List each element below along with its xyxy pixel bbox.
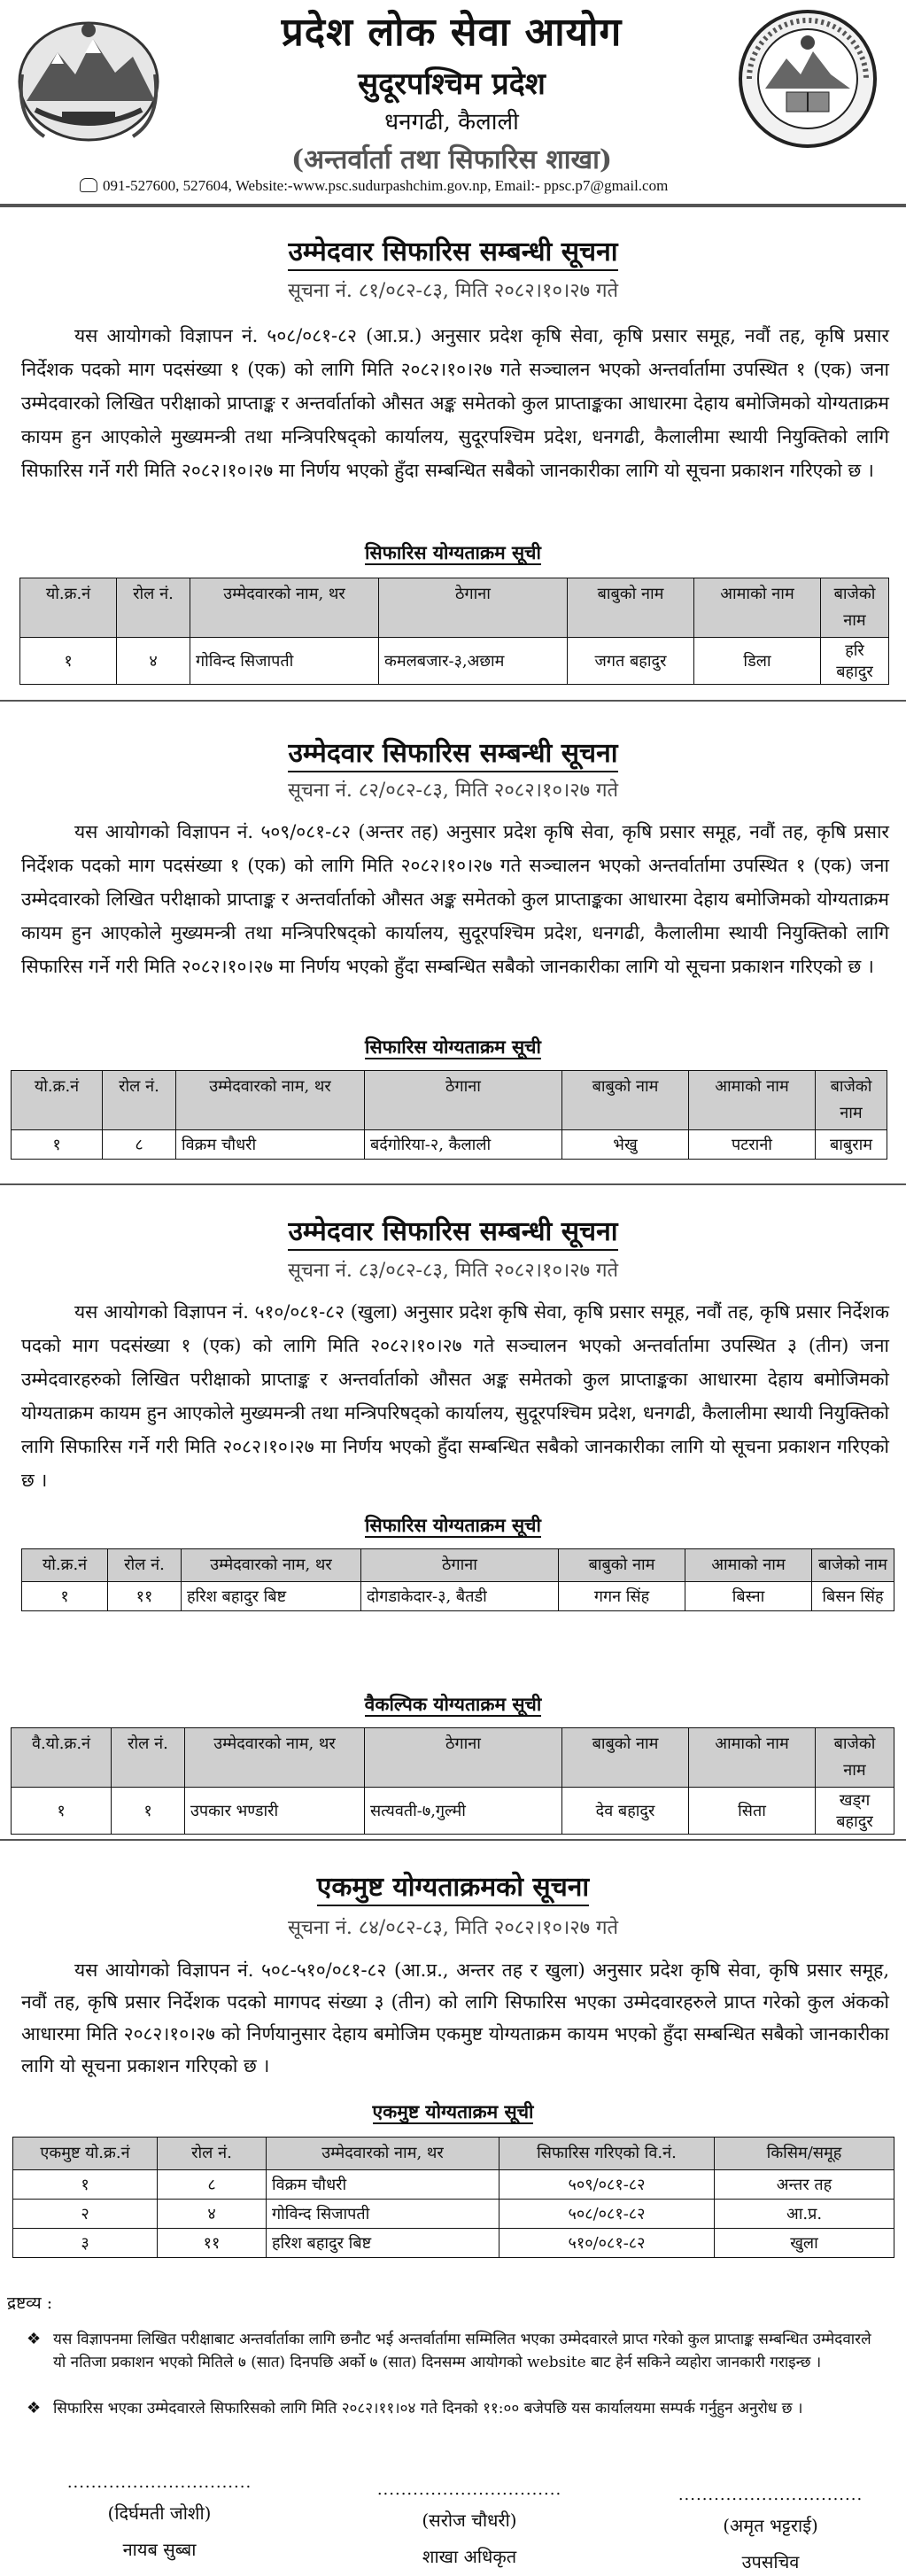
col-rank: यो.क्र.नं — [22, 1549, 108, 1582]
col-combined-rank: एकमुष्ट यो.क्र.नं — [13, 2138, 158, 2170]
branch-name: (अन्तर्वार्ता तथा सिफारिस शाखा) — [290, 144, 613, 175]
table-header-row — [20, 578, 889, 638]
col-grandfather: बाजेको नाम — [816, 1728, 894, 1788]
cell-grandfather: खड्ग बहादुर — [816, 1788, 894, 1835]
table-header-row — [12, 1071, 887, 1130]
notice-1-body: यस आयोगको विज्ञापन नं. ५०८/०८१-८२ (आ.प्र.) अनुसार प्रदेश कृषि सेवा, कृषि प्रसार समूह, नवौं तह, कृषि प्रसार निर्देशक पदको माग पदसंख्या १ (एक) को लागि मिति २०८२।१०।२७ गते सञ्चालन भएको अन्तर्वार्तामा उपस्थित १ (एक) जना उम्मेदवारको लिखित परीक्षाको प्राप्ताङ्क र अन्तर्वार्ताको औसत अङ्क समेतको कुल प्राप्ताङ्कका आधारमा देहाय बमोजिमको योग्यताक्रम कायम हुन आएकोले मुख्यमन्त्री तथा मन्त्रिपरिषद्को कार्यालय, सुदूरपश्चिम प्रदेश, धनगढी, कैलालीमा स्थायी नियुक्तिको लागि सिफारिस गर्ने गरी मिति २०८२।१०।२७ मा निर्णय भएको हुँदा सम्बन्धित सबैको जानकारीका लागि यो सूचना प्रकाशन गरिएको छ । — [21, 325, 889, 481]
signatory-name: (सरोज चौधरी) — [422, 2510, 517, 2531]
diamond-bullet-icon: ❖ — [27, 2399, 42, 2417]
cell-roll: ८ — [103, 1130, 176, 1160]
signatory-post: शाखा अधिकृत — [422, 2546, 517, 2567]
office-location: धनगढी, कैलाली — [384, 109, 519, 136]
table-header-row — [22, 1549, 894, 1582]
signatory-name: (अमृत भट्टराई) — [723, 2515, 818, 2536]
col-roll: रोल नं. — [117, 578, 190, 638]
header-divider — [0, 204, 906, 207]
col-roll: रोल नं. — [108, 1549, 182, 1582]
col-name: उम्मेदवारको नाम, थर — [176, 1071, 365, 1130]
combined-body: यस आयोगको विज्ञापन नं. ५०८-५१०/०८१-८२ (आ.प्र., अन्तर तह र खुला) अनुसार प्रदेश कृषि सेवा, कृषि प्रसार समूह, नवौं तह, कृषि प्रसार निर्देशक पदको मागपद संख्या ३ (तीन) को लागि सिफारिस भएका उम्मेदवारहरुले प्राप्त गरेको कुल अंकको आधारमा मिति २०८२।१०।२७ को निर्णयानुसार देहाय बमोजिम एकमुष्ट योग्यताक्रम कायम भएको हुँदा सम्बन्धित सबैको जानकारीका लागि यो सूचना प्रकाशन गरिएको छ । — [21, 1959, 889, 2076]
signature-block — [655, 2486, 886, 2573]
diamond-bullet-icon: ❖ — [27, 2330, 42, 2348]
nepal-emblem-icon — [9, 12, 168, 145]
signature-block — [354, 2480, 585, 2568]
col-roll: रोल नं. — [103, 1071, 176, 1130]
col-roll: रोल नं. — [112, 1728, 185, 1788]
cell-name: हरिश बहादुर बिष्ट — [182, 1582, 361, 1611]
notice-2-ref: सूचना नं. ८२/०८२-८३, मिति २०८२।१०।२७ गते — [287, 780, 619, 802]
cell-type: अन्तर तह — [715, 2170, 894, 2200]
letterhead — [0, 0, 906, 202]
notice-2-divider — [0, 1183, 906, 1185]
table-row — [13, 2170, 894, 2200]
cell-name: विक्रम चौधरी — [267, 2170, 499, 2200]
phone-icon — [80, 178, 97, 192]
cell-mother: पटरानी — [689, 1130, 816, 1160]
notice-3-body: यस आयोगको विज्ञापन नं. ५१०/०८१-८२ (खुला) अनुसार प्रदेश कृषि सेवा, कृषि प्रसार समूह, नवौं तह, कृषि प्रसार निर्देशक पदको माग पदसंख्या १ (एक) को लागि मिति २०८२।१०।२७ गते सञ्चालन भएको अन्तर्वार्तामा उपस्थित ३ (तीन) जना उम्मेदवारहरुको लिखित परीक्षाको प्राप्ताङ्क र अन्तर्वार्ताको औसत अङ्क समेतको कुल प्राप्ताङ्कका आधारमा देहाय बमोजिमको योग्यताक्रम कायम हुन आएकोले मुख्यमन्त्री तथा मन्त्रिपरिषद्को कार्यालय, सुदूरपश्चिम प्रदेश, धनगढी, कैलालीमा स्थायी नियुक्तिको लागि सिफारिस गर्ने गरी मिति २०८२।१०।२७ मा निर्णय भएको हुँदा सम्बन्धित सबैको जानकारीका लागि यो सूचना प्रकाशन गरिएको छ । — [21, 1301, 889, 1491]
cell-rank: १ — [20, 638, 117, 685]
cell-address: दोगडाकेदार-३, बैतडी — [361, 1582, 559, 1611]
cell-address: कमलबजार-३,अछाम — [379, 638, 568, 685]
table-row — [13, 2200, 894, 2229]
cell-rank: २ — [13, 2200, 158, 2229]
cell-grandfather: हरि बहादुर — [821, 638, 889, 685]
col-mother: आमाको नाम — [685, 1549, 812, 1582]
cell-roll: ८ — [158, 2170, 267, 2200]
table-row — [12, 1130, 887, 1160]
notice-2-title: उम्मेदवार सिफारिस सम्बन्धी सूचना — [0, 733, 906, 770]
cell-father: गगन सिंह — [559, 1582, 685, 1611]
note-item — [27, 2397, 886, 2420]
note-text: यस विज्ञापनमा लिखित परीक्षाबाट अन्तर्वार्ताका लागि छनौट भई अन्तर्वार्तामा सम्मिलित भएका उम्मेदवारले प्राप्त गरेको कुल प्राप्ताङ्क सम्बन्धित उम्मेदवारले यो नतिजा प्रकाशन भएको मितिले ७ (सात) दिनपछि अर्को ७ (सात) दिनसम्म आयोगको website बाट हेर्न सकिने व्यहोरा जानकारी गराइन्छ । — [53, 2331, 871, 2371]
col-address: ठेगाना — [361, 1549, 559, 1582]
signatory-post: नायब सुब्बा — [122, 2539, 197, 2560]
col-father: बाबुको नाम — [559, 1549, 685, 1582]
col-address: ठेगाना — [365, 1728, 562, 1788]
cell-type: खुला — [715, 2229, 894, 2258]
cell-grandfather: बाबुराम — [816, 1130, 887, 1160]
signatory-name: (दिर्घमती जोशी) — [107, 2502, 212, 2524]
cell-roll: १ — [112, 1788, 185, 1835]
col-grandfather: बाजेको नाम — [821, 578, 889, 638]
cell-father: देव बहादुर — [562, 1788, 689, 1835]
cell-name: विक्रम चौधरी — [176, 1130, 365, 1160]
combined-ref: सूचना नं. ८४/०८२-८३, मिति २०८२।१०।२७ गते — [287, 1917, 619, 1939]
cell-rank: १ — [13, 2170, 158, 2200]
cell-roll: ४ — [158, 2200, 267, 2229]
col-mother: आमाको नाम — [689, 1071, 816, 1130]
note-item — [27, 2328, 886, 2374]
cell-rank: ३ — [13, 2229, 158, 2258]
cell-mother: डिला — [694, 638, 821, 685]
col-grandfather: बाजेको नाम — [812, 1549, 894, 1582]
cell-ad-no: ५१०/०८१-८२ — [499, 2229, 715, 2258]
contact-text: 091-527600, 527604, Website:-www.psc.sudurpashchim.gov.np, Email:- ppsc.p7@gmail.com — [103, 177, 669, 194]
col-father: बाबुको नाम — [562, 1071, 689, 1130]
col-rank: यो.क्र.नं — [20, 578, 117, 638]
cell-name: हरिश बहादुर बिष्ट — [267, 2229, 499, 2258]
notice-2-list-title: सिफारिस योग्यताक्रम सूची — [365, 1036, 541, 1058]
combined-list-title: एकमुष्ट योग्यताक्रम सूची — [372, 2100, 534, 2122]
signature-line: ............................... — [376, 2480, 562, 2499]
table-header-row — [13, 2138, 894, 2170]
notice-1-ref: सूचना नं. ८१/०८२-८३, मिति २०८२।१०।२७ गते — [287, 280, 619, 302]
notice-2-table — [11, 1070, 887, 1160]
cell-rank: १ — [12, 1788, 112, 1835]
signature-block — [44, 2473, 275, 2561]
col-name: उम्मेदवारको नाम, थर — [182, 1549, 361, 1582]
notice-3-alt-list-title: वैकल्पिक योग्यताक्रम सूची — [364, 1693, 542, 1715]
col-roll: रोल नं. — [158, 2138, 267, 2170]
table-row — [12, 1788, 894, 1835]
cell-grandfather: बिसन सिंह — [812, 1582, 894, 1611]
col-name: उम्मेदवारको नाम, थर — [190, 578, 379, 638]
cell-ad-no: ५०८/०८१-८२ — [499, 2200, 715, 2229]
col-mother: आमाको नाम — [689, 1728, 816, 1788]
col-type: किसिम/समूह — [715, 2138, 894, 2170]
cell-address: सत्यवती-७,गुल्मी — [365, 1788, 562, 1835]
notes-label: द्रष्टव्य : — [7, 2293, 53, 2313]
table-row — [22, 1582, 894, 1611]
col-alt-rank: वै.यो.क्र.नं — [12, 1728, 112, 1788]
notice-2-body: यस आयोगको विज्ञापन नं. ५०९/०८१-८२ (अन्तर तह) अनुसार प्रदेश कृषि सेवा, कृषि प्रसार समूह, नवौं तह, कृषि प्रसार निर्देशक पदको माग पदसंख्या १ (एक) को लागि मिति २०८२।१०।२७ गते सञ्चालन भएको अन्तर्वार्तामा उपस्थित १ (एक) जना उम्मेदवारको लिखित परीक्षाको प्राप्ताङ्क र अन्तर्वार्ताको औसत अङ्क समेतको कुल प्राप्ताङ्कका आधारमा देहाय बमोजिमको योग्यताक्रम कायम हुन आएकोले मुख्यमन्त्री तथा मन्त्रिपरिषद्को कार्यालय, सुदूरपश्चिम प्रदेश, धनगढी, कैलालीमा स्थायी नियुक्तिको लागि सिफारिस गर्ने गरी मिति २०८२।१०।२७ मा निर्णय भएको हुँदा सम्बन्धित सबैको जानकारीका लागि यो सूचना प्रकाशन गरिएको छ । — [21, 821, 889, 977]
notice-1-divider — [0, 700, 906, 702]
cell-type: आ.प्र. — [715, 2200, 894, 2229]
contact-line — [80, 177, 877, 195]
notice-1-title: उम्मेदवार सिफारिस सम्बन्धी सूचना — [0, 232, 906, 268]
col-address: ठेगाना — [379, 578, 568, 638]
combined-title: एकमुष्ट योग्यताक्रमको सूचना — [0, 1867, 906, 1904]
cell-roll: ११ — [158, 2229, 267, 2258]
table-row — [20, 638, 889, 685]
combined-table — [12, 2137, 894, 2258]
cell-name: गोविन्द सिजापती — [190, 638, 379, 685]
col-address: ठेगाना — [365, 1071, 562, 1130]
signature-line: ............................... — [66, 2473, 252, 2492]
notice-1-list-title: सिफारिस योग्यताक्रम सूची — [365, 541, 541, 563]
signature-line: ............................... — [678, 2486, 863, 2504]
cell-roll: ११ — [108, 1582, 182, 1611]
notice-3-list-title: सिफारिस योग्यताक्रम सूची — [365, 1514, 541, 1536]
col-rank: यो.क्र.नं — [12, 1071, 103, 1130]
signatory-post: उपसचिव — [741, 2551, 800, 2572]
notice-3-table — [21, 1548, 894, 1611]
notice-1-table — [19, 578, 889, 685]
cell-father: भेखु — [562, 1130, 689, 1160]
cell-name: उपकार भण्डारी — [185, 1788, 365, 1835]
cell-mother: सिता — [689, 1788, 816, 1835]
cell-father: जगत बहादुर — [568, 638, 694, 685]
notice-3-ref: सूचना नं. ८३/०८२-८३, मिति २०८२।१०।२७ गते — [287, 1260, 619, 1282]
notice-3-title: उम्मेदवार सिफारिस सम्बन्धी सूचना — [0, 1212, 906, 1248]
col-father: बाबुको नाम — [568, 578, 694, 638]
table-header-row — [12, 1728, 894, 1788]
col-father: बाबुको नाम — [562, 1728, 689, 1788]
commission-title: प्रदेश लोक सेवा आयोग — [281, 10, 623, 55]
col-name: उम्मेदवारको नाम, थर — [267, 2138, 499, 2170]
cell-mother: बिस्ना — [685, 1582, 812, 1611]
cell-ad-no: ५०९/०८१-८२ — [499, 2170, 715, 2200]
commission-seal-icon — [732, 7, 884, 151]
table-row — [13, 2229, 894, 2258]
col-mother: आमाको नाम — [694, 578, 821, 638]
cell-roll: ४ — [117, 638, 190, 685]
cell-rank: १ — [22, 1582, 108, 1611]
province-name: सुदूरपश्चिम प्रदेश — [358, 66, 546, 102]
notice-3-alt-table — [11, 1727, 894, 1835]
col-grandfather: बाजेको नाम — [816, 1071, 887, 1130]
cell-rank: १ — [12, 1130, 103, 1160]
cell-name: गोविन्द सिजापती — [267, 2200, 499, 2229]
col-ad-no: सिफारिस गरिएको वि.नं. — [499, 2138, 715, 2170]
cell-address: बर्दगोरिया-२, कैलाली — [365, 1130, 562, 1160]
note-text: सिफारिस भएका उम्मेदवारले सिफारिसको लागि मिति २०८२।११।०४ गते दिनको ११:०० बजेपछि यस कार्यालयमा सम्पर्क गर्नुहुन अनुरोध छ । — [53, 2400, 803, 2417]
notice-3-divider — [0, 1839, 906, 1841]
col-name: उम्मेदवारको नाम, थर — [185, 1728, 365, 1788]
